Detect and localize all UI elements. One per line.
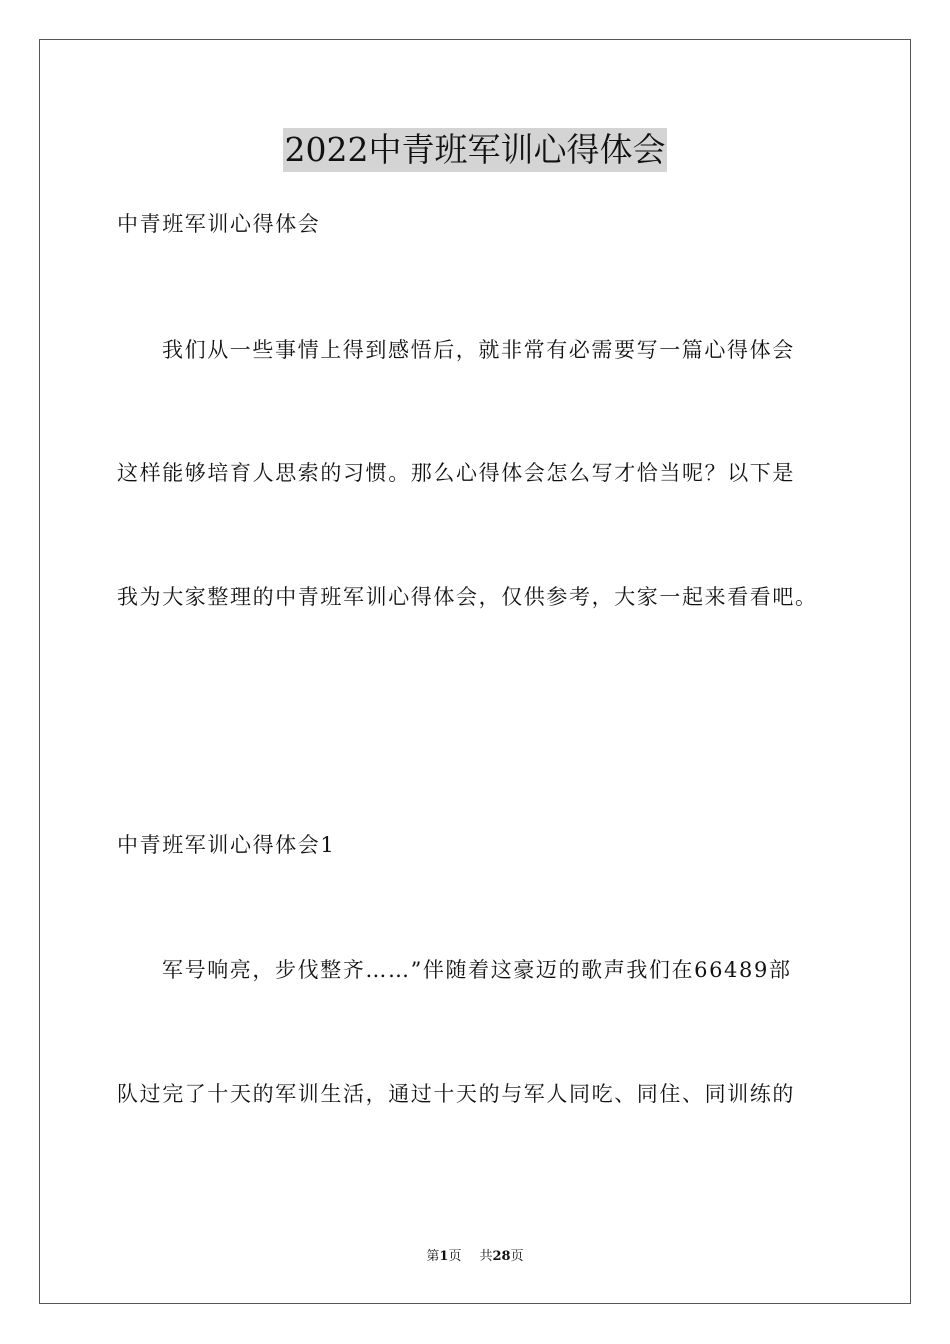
section-line-2: 队过完了十天的军训生活，通过十天的与军人同吃、同住、同训练的 <box>117 1082 795 1106</box>
page-footer <box>0 1248 950 1266</box>
document-subtitle: 中青班军训心得体会 <box>117 212 321 236</box>
document-title <box>0 128 950 172</box>
footer-page-suffix: 页 <box>448 1249 462 1264</box>
footer-total-suffix: 页 <box>510 1249 524 1264</box>
intro-line-1: 我们从一些事情上得到感悟后，就非常有必需要写一篇心得体会 <box>162 338 795 362</box>
footer-total-prefix: 共 <box>479 1249 493 1264</box>
intro-line-2: 这样能够培育人思索的习惯。那么心得体会怎么写才恰当呢？以下是 <box>117 461 795 485</box>
document-title-text: 2022中青班军训心得体会 <box>283 128 668 172</box>
footer-page-prefix: 第 <box>426 1249 440 1264</box>
footer-total-pages: 28 <box>492 1249 511 1264</box>
section-heading: 中青班军训心得体会1 <box>117 833 336 857</box>
section-line-1: 军号响亮，步伐整齐……”伴随着这豪迈的歌声我们在66489部 <box>162 958 792 982</box>
intro-line-3: 我为大家整理的中青班军训心得体会，仅供参考，大家一起来看看吧。 <box>117 585 818 609</box>
footer-page-number: 1 <box>439 1249 449 1264</box>
